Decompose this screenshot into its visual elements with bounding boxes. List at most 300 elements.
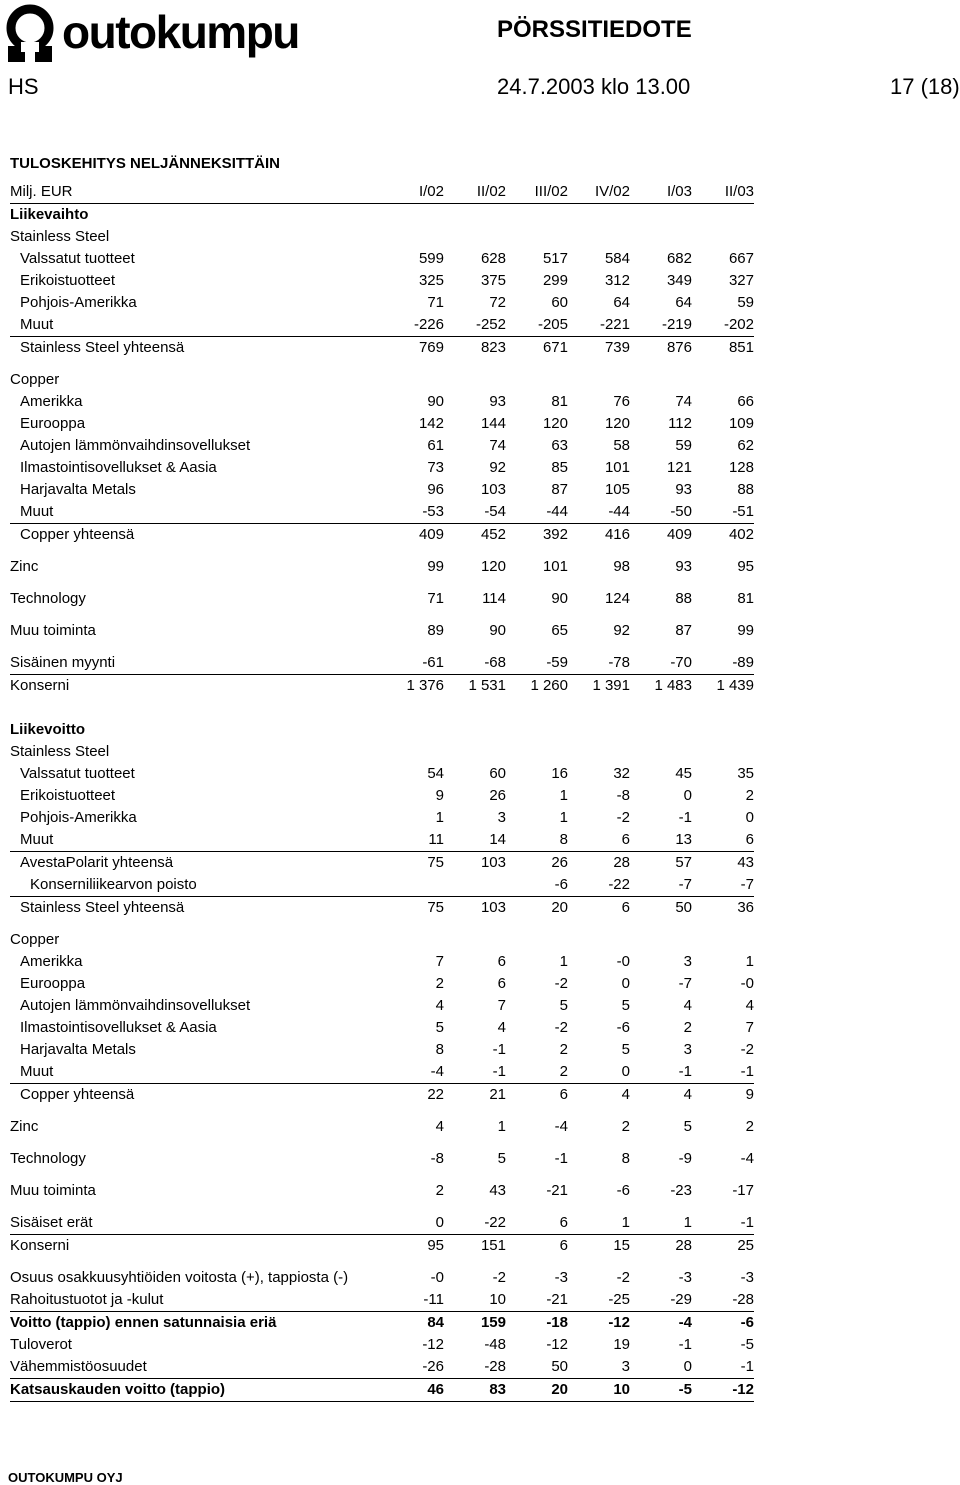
cell-value: 1 xyxy=(621,1214,630,1231)
table-row xyxy=(10,763,754,785)
cell-value: 81 xyxy=(737,590,754,607)
cell-value: -219 xyxy=(661,316,692,333)
cell-value: 409 xyxy=(630,524,692,547)
table-row xyxy=(10,1212,754,1235)
spacer-row xyxy=(10,1202,754,1212)
cell-value xyxy=(444,204,506,227)
cell-value: -6 xyxy=(554,876,568,893)
cell-value: 739 xyxy=(568,337,630,360)
cell-value xyxy=(444,929,506,951)
cell-value: 5 xyxy=(621,1041,630,1058)
row-label: Technology xyxy=(10,1150,86,1167)
table-row xyxy=(10,1017,754,1039)
cell-value: 452 xyxy=(444,524,506,547)
cell-value: -1 xyxy=(740,1063,754,1080)
cell-value: -1 xyxy=(678,1336,692,1353)
cell-value: 349 xyxy=(666,272,692,289)
cell-value: -8 xyxy=(616,787,630,804)
row-label: Sisäinen myynti xyxy=(10,654,116,671)
cell-value: 50 xyxy=(630,897,692,920)
cell-value: -70 xyxy=(670,654,692,671)
cell-value: 667 xyxy=(728,250,754,267)
cell-value: 95 xyxy=(737,558,754,575)
cell-value: 1 391 xyxy=(568,675,630,698)
cell-value: 769 xyxy=(382,337,444,360)
cell-value: 50 xyxy=(551,1358,568,1375)
cell-value: 45 xyxy=(675,765,692,782)
cell-value: 5 xyxy=(497,1150,506,1167)
cell-value: 35 xyxy=(737,765,754,782)
cell-value: 4 xyxy=(435,997,444,1014)
spacer-row xyxy=(10,546,754,556)
cell-value: 92 xyxy=(613,622,630,639)
cell-value: -28 xyxy=(732,1291,754,1308)
cell-value: 2 xyxy=(435,1182,444,1199)
cell-value: 2 xyxy=(745,787,754,804)
column-header: II/03 xyxy=(692,181,754,204)
cell-value: -59 xyxy=(546,654,568,671)
cell-value: 402 xyxy=(692,524,754,547)
cell-value: -202 xyxy=(723,316,754,333)
row-label: Ilmastointisovellukset & Aasia xyxy=(20,459,217,476)
cell-value: 28 xyxy=(568,852,630,875)
row-label: Osuus osakkuusyhtiöiden voitosta (+), tappiosta (-) xyxy=(10,1269,349,1286)
cell-value: -1 xyxy=(492,1041,506,1058)
cell-value: 72 xyxy=(489,294,506,311)
cell-value: 85 xyxy=(551,459,568,476)
cell-value: 81 xyxy=(551,393,568,410)
cell-value: 6 xyxy=(559,1214,568,1231)
table-title-row xyxy=(10,155,754,181)
cell-value: 327 xyxy=(728,272,754,289)
cell-value: 114 xyxy=(482,590,506,607)
table-row xyxy=(10,457,754,479)
cell-value xyxy=(568,204,630,227)
table-row xyxy=(10,1116,754,1138)
cell-value: 6 xyxy=(506,1084,568,1107)
cell-value xyxy=(630,719,692,741)
table-row xyxy=(10,314,754,337)
cell-value: -44 xyxy=(546,503,568,520)
cell-value: 124 xyxy=(604,590,630,607)
cell-value: 10 xyxy=(489,1291,506,1308)
cell-value xyxy=(692,369,754,391)
spacer-row xyxy=(10,1170,754,1180)
cell-value xyxy=(568,369,630,391)
cell-value: 4 xyxy=(630,1084,692,1107)
row-label: Muut xyxy=(20,503,54,520)
spacer-row xyxy=(10,610,754,620)
cell-value: 84 xyxy=(382,1312,444,1335)
cell-value: 22 xyxy=(382,1084,444,1107)
cell-value: 5 xyxy=(683,1118,692,1135)
cell-value: 60 xyxy=(489,765,506,782)
cell-value: 90 xyxy=(427,393,444,410)
cell-value xyxy=(382,204,444,227)
cell-value: 2 xyxy=(559,1063,568,1080)
table-row xyxy=(10,852,754,875)
cell-value: -1 xyxy=(492,1063,506,1080)
cell-value: 1 376 xyxy=(382,675,444,698)
cell-value: 2 xyxy=(745,1118,754,1135)
row-label: Pohjois-Amerikka xyxy=(20,294,137,311)
table-row xyxy=(10,1267,754,1289)
cell-value: -0 xyxy=(430,1269,444,1286)
table-row xyxy=(10,829,754,852)
row-label: AvestaPolarit yhteensä xyxy=(10,852,382,875)
cell-value: -7 xyxy=(678,876,692,893)
row-label: Muu toiminta xyxy=(10,1182,96,1199)
cell-value: 83 xyxy=(444,1379,506,1402)
cell-value: -29 xyxy=(670,1291,692,1308)
table-row xyxy=(10,1289,754,1312)
table-row xyxy=(10,1379,754,1402)
cell-value xyxy=(382,874,444,897)
cell-value: 75 xyxy=(382,852,444,875)
company-logo xyxy=(4,2,320,66)
cell-value: 66 xyxy=(737,393,754,410)
cell-value: 98 xyxy=(613,558,630,575)
cell-value: -25 xyxy=(608,1291,630,1308)
cell-value: 1 xyxy=(435,809,444,826)
cell-value: 599 xyxy=(418,250,444,267)
cell-value: -11 xyxy=(423,1291,444,1308)
cell-value xyxy=(630,929,692,951)
cell-value: 65 xyxy=(551,622,568,639)
row-label: Stainless Steel yhteensä xyxy=(10,897,382,920)
row-label: Rahoitustuotot ja -kulut xyxy=(10,1291,164,1308)
row-label: Harjavalta Metals xyxy=(20,1041,136,1058)
cell-value xyxy=(506,719,568,741)
cell-value: 416 xyxy=(568,524,630,547)
cell-value: 312 xyxy=(604,272,630,289)
cell-value xyxy=(692,204,754,227)
section-label: Liikevaihto xyxy=(10,206,89,223)
cell-value: 628 xyxy=(480,250,506,267)
cell-value: 75 xyxy=(382,897,444,920)
cell-value: -1 xyxy=(678,1063,692,1080)
cell-value: -252 xyxy=(475,316,506,333)
cell-value: 112 xyxy=(668,415,692,432)
row-label: Zinc xyxy=(10,558,39,575)
column-header: I/03 xyxy=(630,181,692,204)
cell-value: 20 xyxy=(506,1379,568,1402)
cell-value: 4 xyxy=(745,997,754,1014)
cell-value: 128 xyxy=(728,459,754,476)
table-row xyxy=(10,391,754,413)
table-row xyxy=(10,270,754,292)
cell-value: 62 xyxy=(737,437,754,454)
cell-value: 682 xyxy=(666,250,692,267)
row-label: Sisäiset erät xyxy=(10,1214,93,1231)
cell-value: 0 xyxy=(621,975,630,992)
cell-value: 19 xyxy=(613,1336,630,1353)
table-row xyxy=(10,556,754,578)
logo-text: outokumpu xyxy=(62,6,299,58)
column-header: II/02 xyxy=(444,181,506,204)
cell-value: 3 xyxy=(621,1358,630,1375)
cell-value: -12 xyxy=(546,1336,568,1353)
cell-value xyxy=(444,369,506,391)
cell-value: -4 xyxy=(630,1312,692,1335)
cell-value: 16 xyxy=(551,765,568,782)
cell-value: 0 xyxy=(745,809,754,826)
cell-value: 120 xyxy=(542,415,568,432)
cell-value: -6 xyxy=(616,1182,630,1199)
row-label: Pohjois-Amerikka xyxy=(20,809,137,826)
cell-value: 120 xyxy=(480,558,506,575)
cell-value: 76 xyxy=(613,393,630,410)
table-row xyxy=(10,1084,754,1107)
cell-value: 1 531 xyxy=(444,675,506,698)
cell-value xyxy=(506,204,568,227)
cell-value: 1 xyxy=(745,953,754,970)
cell-value: 7 xyxy=(497,997,506,1014)
cell-value: 671 xyxy=(506,337,568,360)
row-label: Muut xyxy=(20,831,54,848)
cell-value: -50 xyxy=(670,503,692,520)
table-row xyxy=(10,1235,754,1258)
cell-value: -23 xyxy=(670,1182,692,1199)
row-label: Harjavalta Metals xyxy=(20,481,136,498)
cell-value: 26 xyxy=(489,787,506,804)
table-row xyxy=(10,1148,754,1170)
cell-value: 43 xyxy=(692,852,754,875)
cell-value: 93 xyxy=(675,481,692,498)
row-label: Ilmastointisovellukset & Aasia xyxy=(20,1019,217,1036)
cell-value: 584 xyxy=(604,250,630,267)
cell-value: 88 xyxy=(737,481,754,498)
cell-value: 15 xyxy=(568,1235,630,1258)
cell-value: 409 xyxy=(382,524,444,547)
cell-value: 299 xyxy=(542,272,568,289)
cell-value xyxy=(568,741,630,763)
row-label: Valssatut tuotteet xyxy=(20,765,135,782)
cell-value xyxy=(444,741,506,763)
cell-value: -2 xyxy=(492,1269,506,1286)
cell-value: 4 xyxy=(497,1019,506,1036)
cell-value: 59 xyxy=(675,437,692,454)
cell-value: 74 xyxy=(489,437,506,454)
cell-value: 10 xyxy=(568,1379,630,1402)
row-label: Copper yhteensä xyxy=(10,524,382,547)
row-label: Voitto (tappio) ennen satunnaisia eriä xyxy=(10,1312,382,1335)
cell-value: 325 xyxy=(418,272,444,289)
cell-value xyxy=(444,226,506,248)
cell-value: 103 xyxy=(444,897,506,920)
cell-value: -221 xyxy=(599,316,630,333)
cell-value: -28 xyxy=(484,1358,506,1375)
cell-value: 8 xyxy=(621,1150,630,1167)
spacer-row xyxy=(10,359,754,369)
group-label: Copper xyxy=(10,371,60,388)
cell-value: -17 xyxy=(732,1182,754,1199)
row-label: Copper yhteensä xyxy=(10,1084,382,1107)
group-heading-row xyxy=(10,741,754,763)
section-heading-row xyxy=(10,204,754,227)
cell-value: -22 xyxy=(608,876,630,893)
cell-value: -4 xyxy=(430,1063,444,1080)
spacer-row xyxy=(10,919,754,929)
cell-value xyxy=(382,741,444,763)
row-label: Erikoistuotteet xyxy=(20,272,116,289)
table-row xyxy=(10,435,754,457)
cell-value: 93 xyxy=(675,558,692,575)
cell-value: 6 xyxy=(506,1235,568,1258)
table-row xyxy=(10,1312,754,1335)
cell-value: -0 xyxy=(616,953,630,970)
cell-value: 88 xyxy=(675,590,692,607)
cell-value: -44 xyxy=(608,503,630,520)
cell-value: 87 xyxy=(675,622,692,639)
cell-value xyxy=(382,929,444,951)
cell-value xyxy=(568,929,630,951)
group-heading-row xyxy=(10,226,754,248)
cell-value: 101 xyxy=(604,459,630,476)
cell-value: 71 xyxy=(427,590,444,607)
cell-value: 96 xyxy=(427,481,444,498)
cell-value: 99 xyxy=(427,558,444,575)
cell-value: 159 xyxy=(444,1312,506,1335)
cell-value: -4 xyxy=(740,1150,754,1167)
cell-value: 3 xyxy=(497,809,506,826)
cell-value: -2 xyxy=(554,975,568,992)
table-row xyxy=(10,524,754,547)
cell-value: 21 xyxy=(444,1084,506,1107)
row-label: Konserni xyxy=(10,1235,382,1258)
cell-value: 64 xyxy=(613,294,630,311)
cell-value: 5 xyxy=(559,997,568,1014)
cell-value: 0 xyxy=(683,1358,692,1375)
cell-value: 11 xyxy=(428,831,444,848)
cell-value: -51 xyxy=(732,503,754,520)
cell-value: 63 xyxy=(551,437,568,454)
group-heading-row xyxy=(10,369,754,391)
row-label: Autojen lämmönvaihdinsovellukset xyxy=(20,997,251,1014)
document-type: PÖRSSITIEDOTE xyxy=(497,16,692,43)
cell-value: -18 xyxy=(506,1312,568,1335)
cell-value xyxy=(444,719,506,741)
cell-value: -12 xyxy=(422,1336,444,1353)
cell-value: 5 xyxy=(435,1019,444,1036)
cell-value: 90 xyxy=(551,590,568,607)
cell-value: 1 xyxy=(683,1214,692,1231)
cell-value xyxy=(506,369,568,391)
cell-value: -68 xyxy=(484,654,506,671)
row-label: Eurooppa xyxy=(20,415,86,432)
cell-value: 93 xyxy=(489,393,506,410)
cell-value: -21 xyxy=(546,1182,568,1199)
cell-value: 1 260 xyxy=(506,675,568,698)
row-label: Amerikka xyxy=(20,393,83,410)
cell-value: 151 xyxy=(444,1235,506,1258)
cell-value: 1 439 xyxy=(692,675,754,698)
table-row xyxy=(10,479,754,501)
cell-value: 54 xyxy=(427,765,444,782)
cell-value: -2 xyxy=(616,1269,630,1286)
table-row xyxy=(10,1334,754,1356)
cell-value xyxy=(692,226,754,248)
cell-value: -9 xyxy=(678,1150,692,1167)
cell-value: 6 xyxy=(497,953,506,970)
cell-value: 25 xyxy=(692,1235,754,1258)
column-header: III/02 xyxy=(506,181,568,204)
cell-value: 103 xyxy=(444,852,506,875)
cell-value xyxy=(692,719,754,741)
cell-value: -26 xyxy=(422,1358,444,1375)
cell-value: 43 xyxy=(489,1182,506,1199)
cell-value: 4 xyxy=(568,1084,630,1107)
cell-value: -12 xyxy=(692,1379,754,1402)
cell-value xyxy=(568,226,630,248)
cell-value: 109 xyxy=(728,415,754,432)
table-header-row xyxy=(10,181,754,204)
cell-value xyxy=(568,719,630,741)
cell-value: 60 xyxy=(551,294,568,311)
table-row xyxy=(10,973,754,995)
cell-value: 4 xyxy=(683,997,692,1014)
cell-value: -0 xyxy=(740,975,754,992)
cell-value: 2 xyxy=(435,975,444,992)
row-label: Stainless Steel yhteensä xyxy=(10,337,382,360)
row-label: Muu toiminta xyxy=(10,622,96,639)
table-row xyxy=(10,501,754,524)
cell-value: 823 xyxy=(444,337,506,360)
cell-value: 74 xyxy=(675,393,692,410)
release-date: 24.7.2003 klo 13.00 xyxy=(497,74,691,99)
cell-value: -6 xyxy=(692,1312,754,1335)
cell-value: 851 xyxy=(692,337,754,360)
table-row xyxy=(10,951,754,973)
cell-value: 1 483 xyxy=(630,675,692,698)
cell-value: 8 xyxy=(435,1041,444,1058)
cell-value: 95 xyxy=(382,1235,444,1258)
table-row xyxy=(10,337,754,360)
table-row xyxy=(10,620,754,642)
spacer-row xyxy=(10,1257,754,1267)
row-label: Erikoistuotteet xyxy=(20,787,116,804)
cell-value xyxy=(630,741,692,763)
cell-value xyxy=(630,369,692,391)
row-label: Eurooppa xyxy=(20,975,86,992)
cell-value: 0 xyxy=(621,1063,630,1080)
table-row xyxy=(10,897,754,920)
spacer-row xyxy=(10,1138,754,1148)
unit-label: Milj. EUR xyxy=(10,181,382,204)
table-row xyxy=(10,1039,754,1061)
cell-value xyxy=(692,741,754,763)
cell-value: -22 xyxy=(484,1214,506,1231)
table-row xyxy=(10,652,754,675)
cell-value xyxy=(506,226,568,248)
row-label: Muut xyxy=(20,316,54,333)
table-row xyxy=(10,785,754,807)
table-row xyxy=(10,807,754,829)
table-row xyxy=(10,995,754,1017)
table-row xyxy=(10,1180,754,1202)
cell-value: -6 xyxy=(616,1019,630,1036)
table-row xyxy=(10,588,754,610)
footer-company: OUTOKUMPU OYJ xyxy=(8,1470,123,1485)
quarterly-results-table xyxy=(10,155,754,1402)
cell-value: 1 xyxy=(497,1118,506,1135)
cell-value: 9 xyxy=(692,1084,754,1107)
row-label: Tuloverot xyxy=(10,1336,72,1353)
cell-value xyxy=(382,369,444,391)
group-label: Copper xyxy=(10,931,60,948)
page-number: 17 (18) xyxy=(890,74,960,99)
cell-value: 1 xyxy=(559,809,568,826)
